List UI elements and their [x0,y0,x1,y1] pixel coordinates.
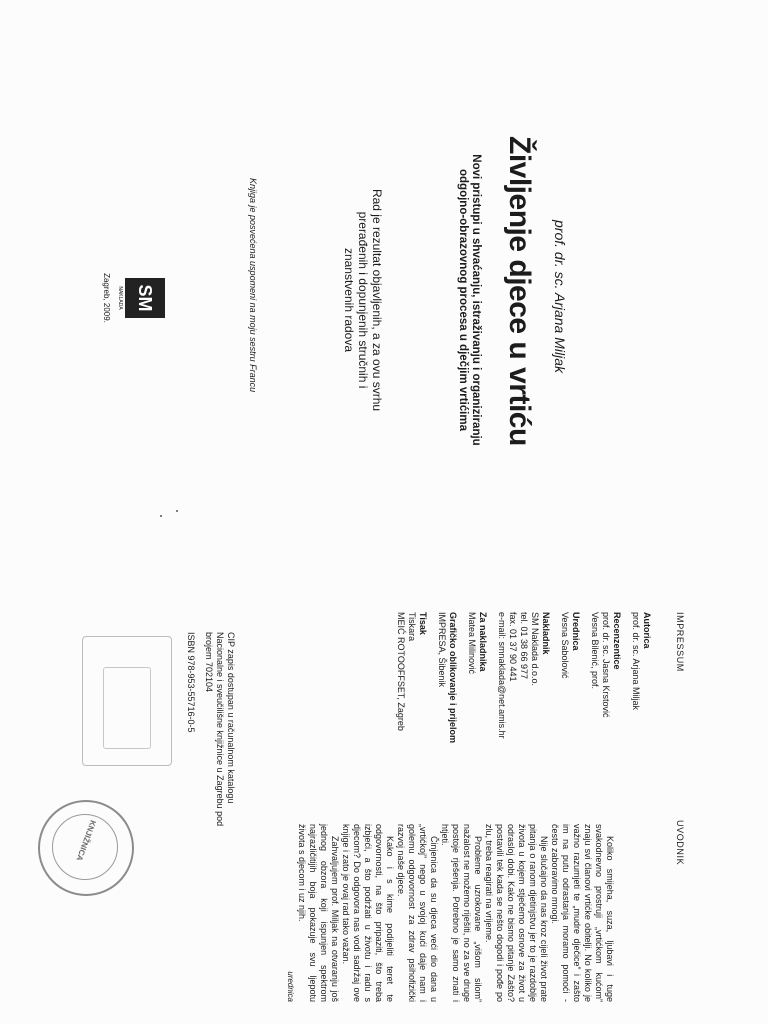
book-title: Življenje djece u vrtiću [503,136,536,446]
uvodnik-paragraph: Činjenica da su djeca veći dio dana u „vrtićkoj” nego u svojoj kući daje nam i golemu odgovornost za zdrav psihofizički razvoj naše djece. [396,824,439,1002]
impressum-line: prof. dr. sc. Jasna Krstović [601,612,611,718]
impressum-line: prof. dr. sc. Arjana Miljak [631,612,641,711]
impressum-label: Grafičko oblikovanje i prijelom [448,612,458,744]
impressum-section [630,612,652,872]
publisher-logo-subtitle: NAKLADA [117,286,123,310]
uvodnik-heading: UVODNIK [675,820,685,866]
uvodnik-paragraph: Kako i s kime podijeliti teret te odgovornosti, na što pripaziti, što treba izbjeći, a što podržati u životu i radu s djecom? Do odgovora nas vodi sadržaj ove knjige i zato je ovaj rad tako važan. [341,824,395,1002]
impressum-label: Tisak [418,612,428,635]
origin-note: Rad je rezultat objavljenih, a za ovu svrhu prerađenih i dopunjenih stručnih i znanstvenih radova [342,188,384,412]
uvodnik-text [285,824,615,1002]
impressum-label: Autorica [642,612,652,649]
impressum-line: Matea Milinović [467,612,477,675]
impressum-label: Za nakladnika [478,612,488,672]
impressum-line: fax. 01 37 90 441 [508,612,518,682]
uvodnik-paragraph: Probleme uzrokovane „višom silom” nažalost ne možemo riješiti, no za sve druge postoje rješenja. Potrebno je samo znati i htjeti. [440,824,483,1002]
book-subtitle: Novi pristupi u shvaćanju, istraživanju i organiziranju odgojno-obrazovnog procesa u dječjim vrtićima [457,154,482,446]
scan-speck [160,515,162,517]
impressum-label: Recenzentice [612,612,622,670]
catalog-info [178,632,236,832]
dedication: Knjiga je posvećena uspomeni na moju sestru Francu [248,178,258,393]
inventory-stamp [82,636,172,766]
impressum-line: Tiskara [407,612,417,642]
uvodnik-signature: urednica [286,971,295,1002]
impressum-line: e-mail: smnaklada@net.amis.hr [497,612,507,739]
place-year: Zagreb, 2009. [102,273,111,323]
uvodnik-paragraph: Zahvaljujem prof. Miljak na otvaranju još jednog obzora koji ispunjen spektrom najrazličitijih boja pokazuje svu ljepotu života s djecom i uz njih. [297,824,340,1002]
impressum-line: MEIĆ ROTOOFFSET, Zagreb [396,612,406,731]
library-seal-text: KNJIŽNICA [74,818,98,863]
scan-speck [176,510,178,512]
impressum-line: SM Naklada d.o.o. [530,612,540,687]
impressum-label: Nakladnik [541,612,551,655]
library-seal [38,800,134,896]
publisher-block [102,268,165,328]
publisher-logo: SM [125,278,165,318]
isbn: ISBN 978-953-55716-0-5 [186,632,196,733]
impressum-heading: IMPRESSUM [675,612,685,672]
uvodnik-paragraph: Nije slučajno da nas kroz cijeli život prate pitanja o ranom djetinjstvu jer to je razdoblje života u kojem stječemo osnove za život u odrasloj dobi. Kako ne bismo pitanje Zašto? postavili tek kada se nešto dogodi i pođe po zlu, treba reagirati na vrijeme. [484,824,549,1002]
impressum-line: IMPRESA, Šibenik [437,612,447,688]
impressum-line: Vesna Bilenić, prof. [590,612,600,690]
author-name: prof. dr. sc. Arjana Miljak [552,220,568,374]
impressum-line: Vesna Sabolović [560,612,570,679]
impressum-line: tel. 01 38 66 977 [519,612,529,680]
cip-note: CIP zapis dostupan u računalnom katalogu Nacionalne i sveučilišne knjižnice u Zagrebu pod brojem 702104 [204,632,236,827]
uvodnik-paragraph: Koliko smijeha, suza, ljubavi i tuge svakodnevno prostruji „vrtićkom kućom” znaju svi članovi vrtićke obitelji. No koliko je važno razumjeti te „mudre dječice” i zašto im na putu odrastanja moramo pomoći - često zaboravimo mnogi. [550,824,615,1002]
impressum-label: Urednica [571,612,581,651]
